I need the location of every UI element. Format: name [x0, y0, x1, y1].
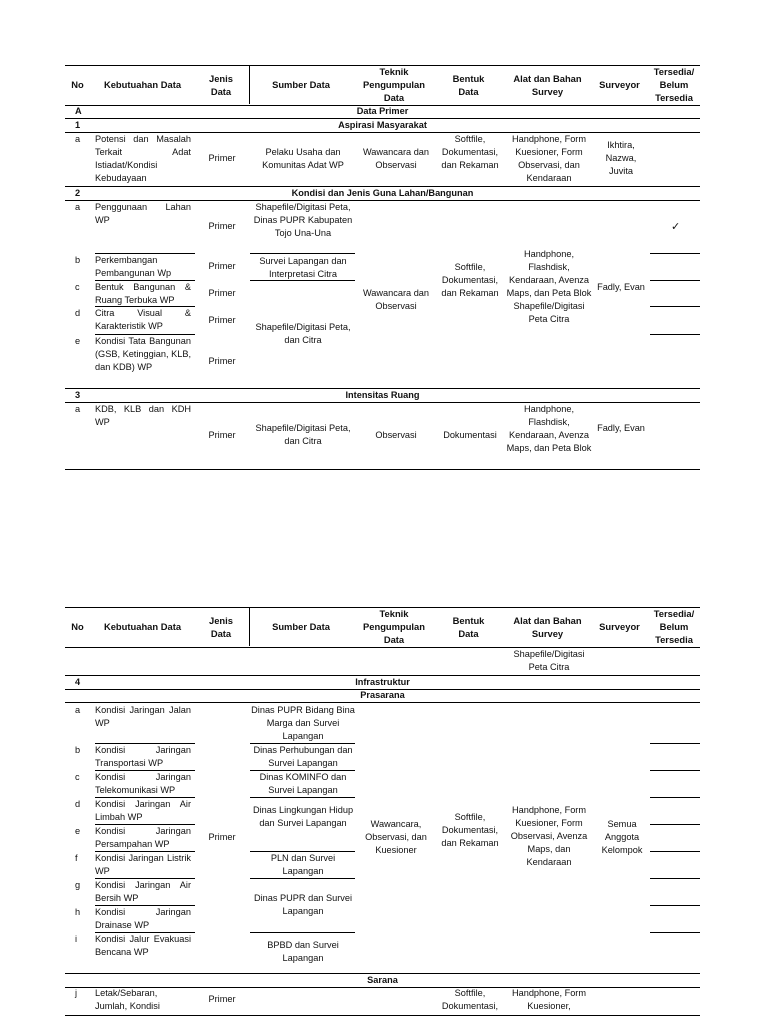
row-no: a [75, 705, 81, 715]
subgroup-prasarana [65, 689, 700, 703]
row-need: Kondisi Jaringan Persampahan WP [95, 826, 191, 849]
row-rule [95, 253, 195, 254]
subgroup-label: Sarana [367, 975, 398, 985]
row-sumber: Pelaku Usaha dan Komunitas Adat WP [262, 147, 344, 170]
row-bentuk: Softfile, Dokumentasi, dan Rekaman [441, 812, 499, 848]
row-rule [650, 824, 700, 825]
row-need: Kondisi Jaringan Drainase WP [95, 907, 191, 930]
row-rule [650, 932, 700, 933]
row-no: i [75, 934, 78, 944]
row-need: Bentuk Bangunan & Ruang Terbuka WP [95, 282, 191, 305]
row-need: Penggunaan Lahan WP [95, 202, 191, 225]
row-jenis: Primer [208, 356, 236, 366]
row-rule [95, 770, 195, 771]
header-sumber-data: Sumber Data [272, 621, 330, 633]
row-rule [95, 280, 195, 281]
data-needs-table-1 [65, 65, 700, 470]
section-data-primer [65, 105, 700, 119]
row-no: b [75, 745, 81, 755]
group-guna-lahan [65, 186, 700, 201]
row-rule [650, 797, 700, 798]
header-teknik: Teknik Pengumpulan Data [363, 66, 425, 103]
row-rule [250, 797, 355, 798]
row-sumber: PLN dan Survei Lapangan [270, 853, 336, 876]
header-kebutuhan-data: Kebutuahan Data [103, 79, 182, 91]
row-jenis: Primer [208, 288, 236, 298]
row-rule [95, 306, 195, 307]
header-rule [249, 607, 250, 646]
row-rule [650, 334, 700, 335]
row-teknik: Wawancara, Observasi, dan Kuesioner [365, 819, 427, 855]
subgroup-label: Prasarana [360, 690, 405, 700]
row-sumber: Dinas PUPR dan Survei Lapangan [253, 893, 353, 916]
header-kebutuhan-data: Kebutuahan Data [103, 621, 182, 633]
group-infrastruktur [65, 675, 700, 690]
row-surveyor: Fadly, Evan [597, 423, 645, 433]
row-rule [250, 280, 355, 281]
group-aspirasi-masyarakat [65, 119, 700, 133]
group-code: 4 [75, 677, 81, 687]
section-code: A [75, 106, 82, 116]
row-need: Kondisi Jaringan Transportasi WP [95, 745, 191, 768]
row-need: KDB, KLB dan KDH WP [95, 404, 191, 427]
header-bentuk-data: Bentuk Data [452, 614, 485, 639]
row-bentuk: Softfile, Dokumentasi, dan Rekaman [441, 134, 499, 170]
row-rule [95, 878, 195, 879]
row-need: Perkembangan Pembangunan Wp [95, 255, 172, 278]
data-needs-table-2 [65, 607, 700, 1024]
row-jenis: Primer [208, 832, 236, 842]
group-label: Aspirasi Masyarakat [338, 120, 427, 130]
row-rule [250, 851, 355, 852]
header-tersedia: Tersedia/ Belum Tersedia [653, 66, 695, 103]
row-no: e [75, 336, 81, 346]
row-sumber: Dinas KOMINFO dan Survei Lapangan [259, 772, 347, 795]
row-rule [650, 770, 700, 771]
row-need: Potensi dan Masalah Terkait Adat Istiadat/Kondisi Kebudayaan [95, 134, 191, 183]
subgroup-sarana [65, 973, 700, 988]
table-bottom-rule [65, 469, 700, 470]
row-bentuk: Softfile, Dokumentasi, [441, 988, 499, 1011]
row-teknik: Observasi [375, 430, 417, 440]
row-no: a [75, 202, 81, 212]
row-rule [650, 253, 700, 254]
row-no: e [75, 826, 81, 836]
row-rule [95, 743, 195, 744]
group-code: 2 [75, 188, 81, 198]
row-sumber: Shapefile/Digitasi Peta, dan Citra [255, 423, 351, 446]
row-no: a [75, 134, 81, 144]
row-rule [650, 878, 700, 879]
row-rule [95, 932, 195, 933]
section-label: Data Primer [356, 106, 409, 116]
table-bottom-rule [65, 1015, 700, 1016]
header-surveyor: Surveyor [599, 79, 640, 91]
row-sumber: BPBD dan Survei Lapangan [267, 940, 339, 963]
row-need: Kondisi Jalur Evakuasi Bencana WP [95, 934, 191, 957]
row-alat: Handphone, Flashdisk, Kendaraan, Avenza Maps, dan Peta Blok [506, 404, 592, 453]
row-rule [250, 743, 355, 744]
row-rule [650, 306, 700, 307]
header-bentuk-data: Bentuk Data [452, 72, 485, 97]
row-rule [650, 905, 700, 906]
row-rule [95, 824, 195, 825]
row-rule [250, 253, 355, 254]
row-jenis: Primer [208, 430, 236, 440]
group-code: 1 [75, 120, 81, 130]
row-no: h [75, 907, 81, 917]
row-need: Letak/Sebaran, Jumlah, Kondisi [95, 988, 160, 1011]
row-sumber: Survei Lapangan dan Interpretasi Citra [259, 256, 347, 279]
group-label: Kondisi dan Jenis Guna Lahan/Bangunan [291, 188, 474, 198]
header-alat-bahan: Alat dan Bahan Survey [513, 72, 582, 97]
header-sumber-data: Sumber Data [272, 79, 330, 91]
row-rule [95, 797, 195, 798]
header-no: No [71, 79, 84, 91]
row-jenis: Primer [208, 994, 236, 1004]
row-no: a [75, 404, 81, 414]
row-rule [95, 905, 195, 906]
row-need: Kondisi Jaringan Listrik WP [95, 853, 191, 876]
row-sumber: Dinas PUPR Bidang Bina Marga dan Survei Lapangan [251, 705, 355, 741]
row-alat: Handphone, Form Kuesioner, Form Observasi, Avenza Maps, dan Kendaraan [510, 805, 588, 867]
row-alat: Handphone, Form Kuesioner, [511, 988, 587, 1011]
header-tersedia: Tersedia/ Belum Tersedia [653, 608, 695, 645]
header-rule [249, 65, 250, 104]
header-teknik: Teknik Pengumpulan Data [363, 608, 425, 645]
row-no: d [75, 799, 81, 809]
row-teknik: Wawancara dan Observasi [362, 288, 430, 311]
row-rule [650, 280, 700, 281]
row-no: f [75, 853, 78, 863]
group-code: 3 [75, 390, 81, 400]
row-jenis: Primer [208, 261, 236, 271]
row-surveyor: Semua Anggota Kelompok [601, 819, 643, 855]
checkmark-icon: ✓ [671, 221, 681, 233]
row-rule [250, 770, 355, 771]
header-alat-bahan: Alat dan Bahan Survey [513, 614, 582, 639]
group-intensitas-ruang [65, 388, 700, 403]
row-surveyor: Ikhtira, Nazwa, Juvita [605, 140, 637, 176]
header-jenis-data: Jenis Data [209, 614, 233, 639]
row-need: Citra Visual & Karakteristik WP [95, 308, 191, 331]
row-rule [650, 851, 700, 852]
row-no: c [75, 772, 80, 782]
table-2-header [65, 607, 700, 648]
row-jenis: Primer [208, 153, 236, 163]
row-rule [95, 851, 195, 852]
header-surveyor: Surveyor [599, 621, 640, 633]
row-sumber: Shapefile/Digitasi Peta, Dinas PUPR Kabupaten Tojo Una-Una [253, 202, 353, 238]
table-1-header [65, 65, 700, 106]
row-rule [650, 743, 700, 744]
row-rule [65, 186, 700, 187]
group-label: Infrastruktur [355, 677, 410, 687]
row-teknik: Wawancara dan Observasi [362, 147, 430, 170]
row-sumber: Dinas Lingkungan Hidup dan Survei Lapangan [252, 805, 354, 828]
row-no: j [75, 988, 78, 998]
row-bentuk: Dokumentasi [443, 430, 497, 440]
row-sumber: Shapefile/Digitasi Peta, dan Citra [255, 322, 351, 345]
row-jenis: Primer [208, 221, 236, 231]
row-need: Kondisi Jaringan Jalan WP [95, 705, 191, 728]
row-rule [250, 878, 355, 879]
carry-over-alat: Shapefile/Digitasi Peta Citra [513, 649, 585, 672]
row-need: Kondisi Jaringan Air Limbah WP [95, 799, 191, 822]
row-no: d [75, 308, 81, 318]
row-rule [95, 334, 195, 335]
row-bentuk: Softfile, Dokumentasi, dan Rekaman [441, 262, 499, 298]
row-need: Kondisi Jaringan Telekomunikasi WP [95, 772, 191, 795]
row-no: b [75, 255, 81, 265]
header-jenis-data: Jenis Data [209, 72, 233, 97]
header-no: No [71, 621, 84, 633]
group-label: Intensitas Ruang [345, 390, 420, 400]
row-no: g [75, 880, 81, 890]
row-need: Kondisi Tata Bangunan (GSB, Ketinggian, KLB, dan KDB) WP [95, 336, 192, 372]
row-jenis: Primer [208, 315, 236, 325]
row-rule [250, 932, 355, 933]
row-surveyor: Fadly, Evan [597, 282, 645, 292]
row-sumber: Dinas Perhubungan dan Survei Lapangan [253, 745, 353, 768]
row-no: c [75, 282, 80, 292]
row-need: Kondisi Jaringan Air Bersih WP [95, 880, 191, 903]
row-alat: Handphone, Flashdisk, Kendaraan, Avenza Maps, dan Peta Blok Shapefile/Digitasi Peta Citra [506, 249, 592, 324]
row-alat: Handphone, Form Kuesioner, Form Observasi, dan Kendaraan [511, 134, 587, 183]
